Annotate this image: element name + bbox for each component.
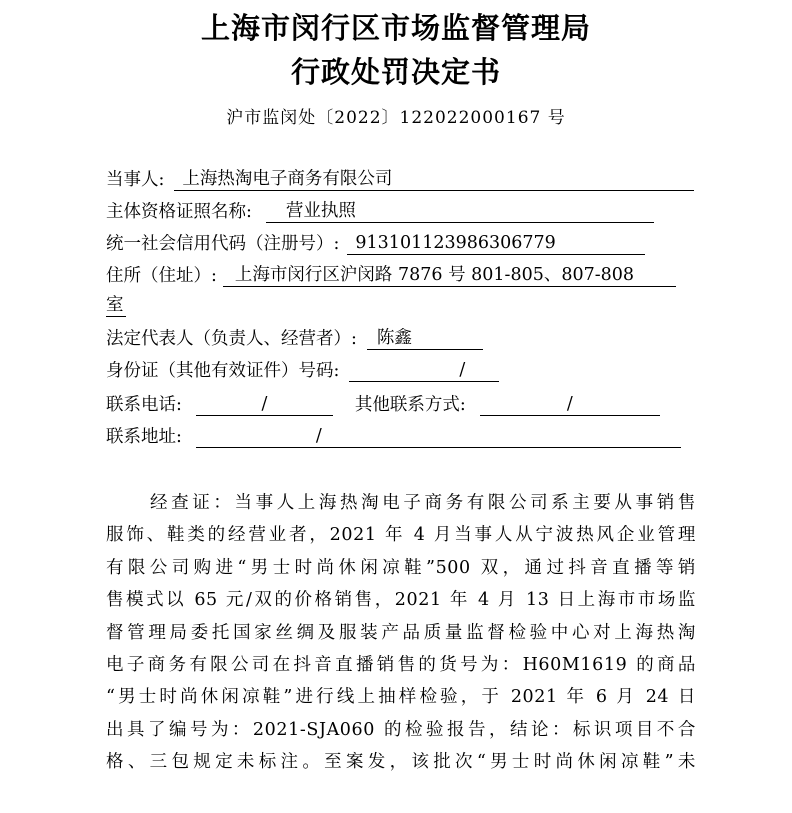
legal-rep-label: 法定代表人（负责人、经营者）: — [106, 329, 357, 349]
address-value-line2: 室 — [106, 294, 126, 317]
address-row — [106, 264, 676, 287]
cert-row — [106, 200, 654, 223]
paragraph-line: 督管理局委托国家丝绸及服装产品质量监督检验中心对上海热淘 — [106, 622, 696, 643]
issuing-authority: 上海市闵行区市场监督管理局 — [200, 11, 591, 45]
legal-rep-value: 陈鑫 — [367, 327, 483, 350]
party-name-value: 上海热淘电子商务有限公司 — [174, 168, 694, 191]
paragraph-line: “男士时尚休闲凉鞋”进行线上抽样检验，于 2021 年 6 月 24 日 — [106, 687, 696, 708]
paragraph-line: 出具了编号为：2021-SJA060 的检验报告，结论：标识项目不合 — [106, 719, 696, 740]
other-contact-value: / — [480, 393, 660, 416]
document-number: 沪市监闵处〔2022〕122022000167 号 — [226, 108, 566, 128]
address-value-line1: 上海市闵行区沪闵路 7876 号 801-805、807-808 — [223, 264, 676, 287]
paragraph-line: 售模式以 65 元/双的价格销售，2021 年 4 月 13 日上海市市场监 — [106, 590, 696, 611]
address-label: 住所（住址）: — [106, 266, 217, 286]
phone-value: / — [196, 393, 333, 416]
cert-label: 主体资格证照名称: — [106, 202, 252, 222]
phone-label: 联系电话: — [106, 395, 182, 415]
party-name-row — [106, 168, 694, 191]
address-row-continued — [106, 294, 126, 317]
contact-address-row — [106, 425, 681, 448]
other-contact-label: 其他联系方式: — [354, 395, 466, 415]
id-number-label: 身份证（其他有效证件）号码: — [106, 361, 340, 381]
id-number-row — [106, 359, 499, 382]
paragraph-line: 经查证：当事人上海热淘电子商务有限公司系主要从事销售 — [150, 493, 696, 513]
credit-code-row — [106, 232, 645, 255]
cert-value: 营业执照 — [266, 200, 654, 223]
paragraph-line: 有限公司购进“男士时尚休闲凉鞋”500 双，通过抖音直播等销 — [106, 557, 696, 578]
party-name-label: 当事人: — [106, 170, 165, 190]
credit-code-value: 913101123986306779 — [347, 232, 645, 255]
contact-address-label: 联系地址: — [106, 427, 182, 447]
id-number-value: / — [349, 359, 499, 382]
paragraph-line: 服饰、鞋类的经营业者，2021 年 4 月当事人从宁波热风企业管理 — [106, 525, 696, 546]
credit-code-label: 统一社会信用代码（注册号）: — [106, 234, 340, 254]
contact-row — [106, 393, 660, 416]
paragraph-line: 电子商务有限公司在抖音直播销售的货号为：H60M1619 的商品 — [106, 655, 696, 676]
investigation-paragraph — [106, 487, 696, 779]
paragraph-line: 格、三包规定未标注。至案发，该批次“男士时尚休闲凉鞋”未 — [106, 752, 696, 773]
contact-address-value: / — [196, 425, 681, 448]
document-title: 行政处罚决定书 — [290, 55, 501, 89]
legal-rep-row — [106, 327, 483, 350]
